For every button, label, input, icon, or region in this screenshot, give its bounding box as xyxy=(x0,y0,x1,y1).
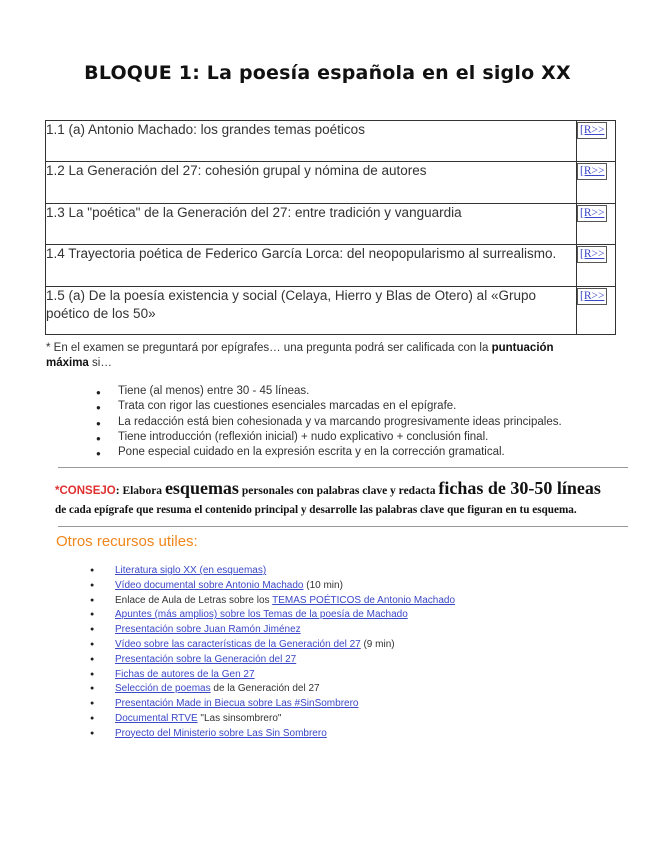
consejo-highlight: esquemas xyxy=(164,478,239,498)
resource-link[interactable]: Vídeo documental sobre Antonio Machado xyxy=(115,579,304,591)
note-prefix: * En el examen se preguntará por epígrafes… una pregunta podrá ser calificada con la xyxy=(46,342,489,354)
list-item xyxy=(90,697,455,712)
list-item xyxy=(90,668,455,683)
consejo-colon: : xyxy=(115,485,120,497)
criteria-list xyxy=(96,384,562,460)
resource-link[interactable]: Presentación Made in Biecua sobre Las #SinSombrero xyxy=(115,698,359,710)
table-row xyxy=(46,204,616,245)
list-item xyxy=(90,727,455,742)
list-item: ● Tiene (al menos) entre 30 - 45 líneas. xyxy=(96,384,562,399)
divider xyxy=(58,526,628,527)
resource-link[interactable]: Selección de poemas xyxy=(115,683,211,695)
resource-link[interactable]: Fichas de autores de la Gen 27 xyxy=(115,668,255,680)
resource-link[interactable]: Documental RTVE xyxy=(115,712,198,724)
consejo-text: Elabora xyxy=(122,485,163,497)
list-item: ● Tiene introducción (reflexión inicial) + nudo explicativo + conclusión final. xyxy=(96,430,562,445)
epigrafe-text: 1.1 (a) Antonio Machado: los grandes temas poéticos xyxy=(46,121,577,162)
epigrafes-table xyxy=(45,120,616,335)
table-row xyxy=(46,121,616,162)
resource-link[interactable]: TEMAS POÉTICOS de Antonio Machado xyxy=(272,594,456,606)
list-item xyxy=(90,608,455,623)
resource-link[interactable]: Proyecto del Ministerio sobre Las Sin Sombrero xyxy=(115,727,327,739)
resource-link[interactable]: Presentación sobre Juan Ramón Jiménez xyxy=(115,624,301,636)
note-suffix: si… xyxy=(92,357,112,369)
resource-link[interactable]: Literatura siglo XX (en esquemas) xyxy=(115,565,267,576)
list-item xyxy=(90,623,455,638)
table-row xyxy=(46,287,616,335)
epigrafe-text: 1.5 (a) De la poesía existencia y social (Celaya, Hierro y Blas de Otero) al «Grupo poético de los 50» xyxy=(46,287,577,335)
consejo-line2: de cada epígrafe que resuma el contenido principal y desarrolle las palabras clave que figuran en tu esquema. xyxy=(55,504,577,516)
list-item xyxy=(90,653,455,668)
resource-link[interactable]: Vídeo sobre las características de la Generación del 27 xyxy=(115,638,361,650)
consejo-highlight: fichas de 30-50 líneas xyxy=(438,478,601,498)
resource-link[interactable]: Apuntes (más amplios) sobre los Temas de la poesía de Machado xyxy=(115,609,408,621)
table-row xyxy=(46,245,616,287)
consejo-text: personales con palabras clave y redacta xyxy=(241,485,436,497)
section-heading: Otros recursos utiles: xyxy=(56,533,198,550)
epigrafe-link[interactable]: [R>> xyxy=(577,205,607,222)
consejo-label: *CONSEJO xyxy=(55,485,116,497)
list-item: ● Vídeo documental sobre Antonio Machado (10 min) xyxy=(90,579,455,594)
list-item: ● Pone especial cuidado en la expresión escrita y en la corrección gramatical. xyxy=(96,445,562,460)
list-item: ● Selección de poemas de la Generación del 27 xyxy=(90,682,455,697)
epigrafe-link[interactable]: [R>> xyxy=(577,163,607,180)
table-row xyxy=(46,162,616,204)
exam-note xyxy=(46,341,586,371)
epigrafe-link[interactable]: [R>> xyxy=(577,246,607,263)
list-item: ● Enlace de Aula de Letras sobre los TEMAS POÉTICOS de Antonio Machado xyxy=(90,594,455,609)
page-title: BLOQUE 1: La poesía española en el siglo XX xyxy=(84,62,571,84)
epigrafe-text: 1.2 La Generación del 27: cohesión grupal y nómina de autores xyxy=(46,162,577,204)
note-bold: puntuación máxima xyxy=(46,342,554,369)
epigrafe-link[interactable]: [R>> xyxy=(577,122,607,139)
resource-link[interactable]: Presentación sobre la Generación del 27 xyxy=(115,653,297,665)
consejo-box xyxy=(55,476,630,519)
divider xyxy=(58,467,628,468)
list-item: ● Trata con rigor las cuestiones esenciales marcadas en el epígrafe. xyxy=(96,399,562,414)
list-item: ● Documental RTVE "Las sinsombrero" xyxy=(90,712,455,727)
list-item xyxy=(90,564,455,579)
list-item: ● La redacción está bien cohesionada y va marcando progresivamente ideas principales. xyxy=(96,415,562,430)
epigrafe-text: 1.3 La "poética" de la Generación del 27: entre tradición y vanguardia xyxy=(46,204,577,245)
epigrafe-link[interactable]: [R>> xyxy=(577,288,607,305)
epigrafe-text: 1.4 Trayectoria poética de Federico García Lorca: del neopopularismo al surrealismo. xyxy=(46,245,577,287)
resources-list xyxy=(90,564,455,742)
list-item: ● Vídeo sobre las características de la Generación del 27 (9 min) xyxy=(90,638,455,653)
